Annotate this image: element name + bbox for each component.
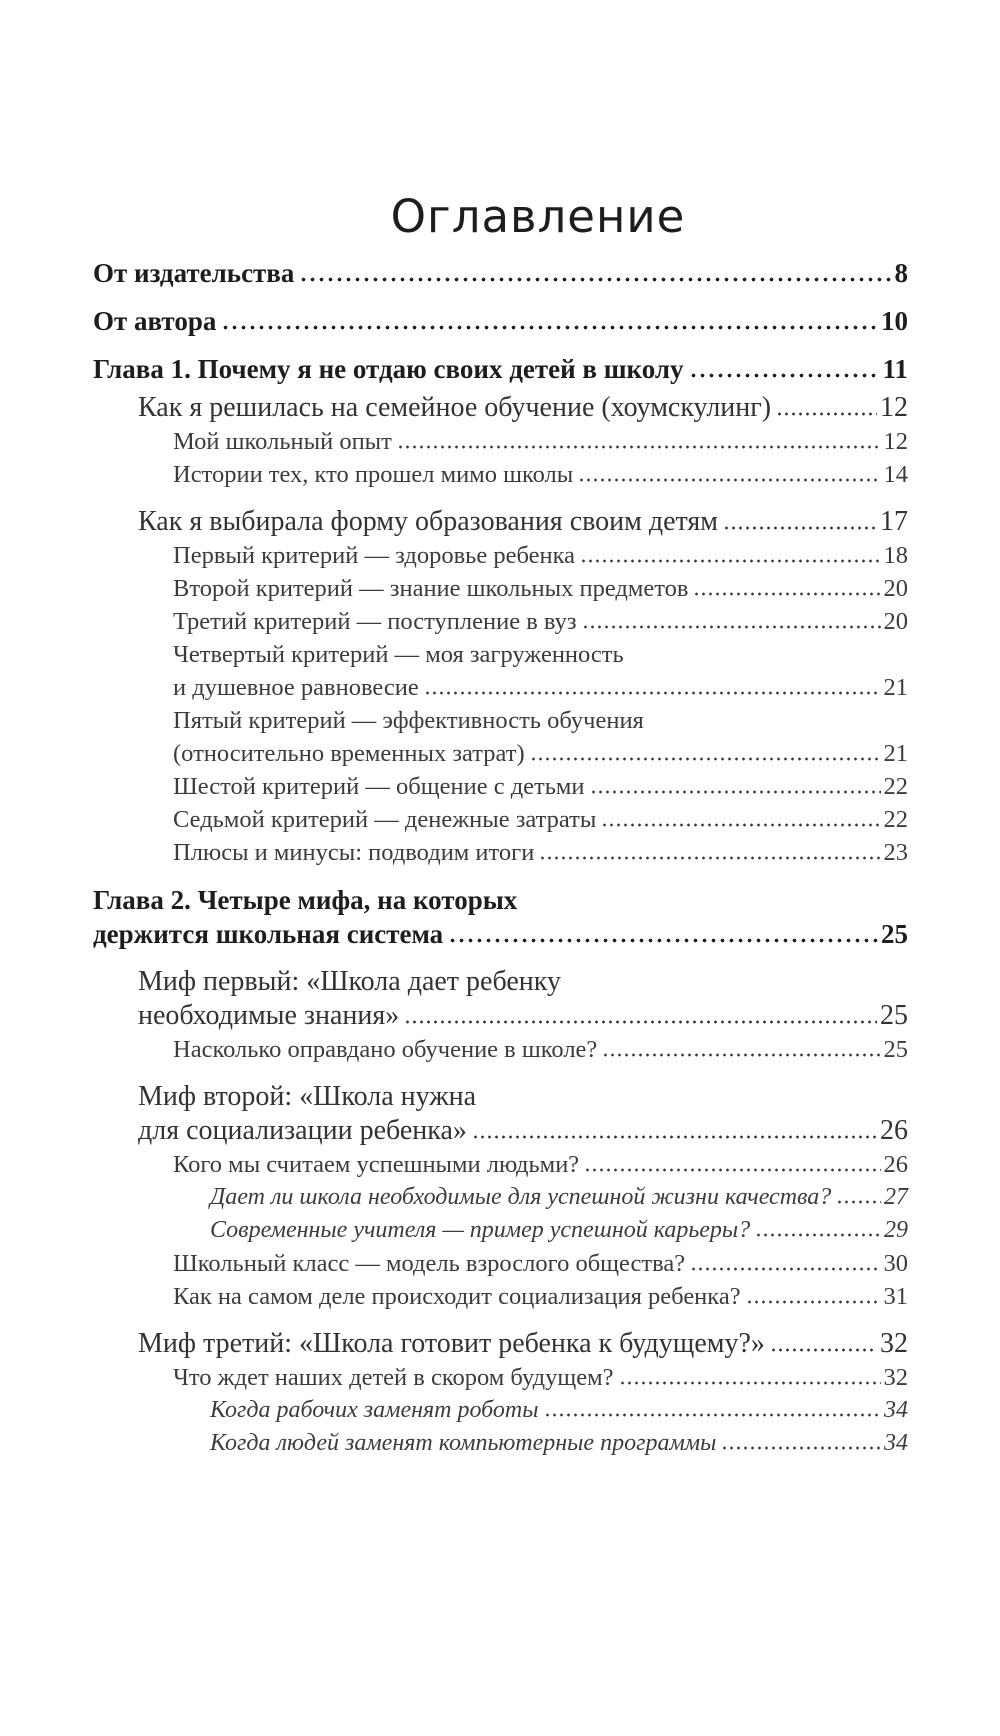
toc-list: [93, 256, 908, 1460]
toc-entry-text: Когда людей заменят компьютерные программы: [210, 1430, 717, 1456]
toc-leader-dots: [776, 412, 877, 416]
toc-leader-dots: [424, 691, 881, 695]
toc-row: [93, 1214, 908, 1247]
toc-page-number: 25: [881, 919, 908, 949]
toc-page-number: 32: [880, 1328, 908, 1359]
toc-row: [93, 1394, 908, 1427]
page-title: Оглавление: [390, 190, 686, 243]
toc-row: [93, 737, 908, 770]
toc-entry-text: Кого мы считаем успешными людьми?: [173, 1151, 580, 1178]
toc-page-number: 22: [883, 773, 908, 800]
toc-row: [93, 671, 908, 704]
toc-leader-dots: [299, 277, 891, 282]
toc-leader-dots: [836, 1200, 881, 1204]
toc-entry-text: для социализации ребенка»: [138, 1115, 467, 1146]
toc-page-number: 26: [883, 1151, 908, 1178]
toc-entry-text: Как я выбирала форму образования своим детям: [138, 506, 718, 537]
toc-entry-text: Миф третий: «Школа готовит ребенка к будущему?»: [138, 1328, 765, 1359]
toc-leader-dots: [690, 1267, 880, 1271]
toc-leader-dots: [539, 856, 880, 860]
toc-leader-dots: [582, 625, 881, 629]
toc-leader-dots: [770, 1348, 877, 1352]
toc-page-number: 11: [882, 354, 908, 384]
toc-page-number: 31: [883, 1283, 908, 1310]
toc-leader-dots: [530, 757, 881, 761]
toc-entry-text: Седьмой критерий — денежные затраты: [173, 806, 597, 833]
toc-leader-dots: [397, 445, 881, 449]
toc-row: [93, 1361, 908, 1394]
toc-leader-dots: [221, 325, 878, 330]
toc-row: [93, 458, 908, 491]
toc-row: [93, 883, 908, 917]
toc-leader-dots: [601, 823, 880, 827]
toc-row: [93, 1327, 908, 1361]
toc-leader-dots: [755, 1233, 881, 1237]
toc-row: [93, 256, 908, 290]
toc-entry-text: Дает ли школа необходимые для успешной жизни качества?: [210, 1184, 832, 1210]
toc-page-number: 20: [883, 575, 908, 602]
toc-leader-dots: [584, 1168, 880, 1172]
toc-row: [93, 391, 908, 425]
toc-page-number: 14: [883, 461, 908, 488]
toc-leader-dots: [619, 1381, 881, 1385]
toc-leader-dots: [448, 938, 878, 943]
toc-row: [93, 425, 908, 458]
toc-entry-text: Второй критерий — знание школьных предметов: [173, 575, 689, 602]
toc-page-number: 10: [881, 306, 908, 336]
toc-entry-text: Когда рабочих заменят роботы: [210, 1397, 539, 1423]
toc-entry-text: необходимые знания»: [138, 1000, 400, 1031]
toc-page-number: 12: [880, 392, 908, 423]
toc-entry-text: Шестой критерий — общение с детьми: [173, 773, 585, 800]
toc-entry-text: (относительно временных затрат): [173, 740, 525, 767]
toc-entry-text: Миф второй: «Школа нужна: [138, 1081, 477, 1112]
toc-leader-dots: [404, 1020, 877, 1024]
toc-page-number: 21: [883, 740, 908, 767]
toc-page-number: 34: [884, 1397, 908, 1423]
toc-entry-text: Школьный класс — модель взрослого общества?: [173, 1250, 686, 1277]
toc-entry-text: Мой школьный опыт: [173, 428, 392, 455]
toc-row: [93, 1114, 908, 1148]
toc-row: [93, 836, 908, 869]
toc-row: [93, 1080, 908, 1114]
toc-entry-text: Истории тех, кто прошел мимо школы: [173, 461, 574, 488]
toc-row: [93, 539, 908, 572]
toc-entry-text: От издательства: [93, 258, 295, 288]
toc-leader-dots: [590, 790, 881, 794]
toc-entry-text: Как я решилась на семейное обучение (хоумскулинг): [138, 392, 772, 423]
toc-entry-text: От автора: [93, 306, 217, 336]
toc-row: [93, 704, 908, 737]
toc-entry-text: Пятый критерий — эффективность обучения: [173, 707, 644, 734]
toc-entry-text: Глава 2. Четыре мифа, на которых: [93, 885, 518, 915]
toc-page-number: 25: [880, 1000, 908, 1031]
toc-row: [93, 572, 908, 605]
toc-page-number: 8: [894, 258, 908, 288]
toc-row: [93, 1427, 908, 1460]
toc-leader-dots: [602, 1053, 880, 1057]
toc-leader-dots: [544, 1413, 881, 1417]
toc-entry-text: Четвертый критерий — моя загруженность: [173, 641, 624, 668]
toc-entry-text: и душевное равновесие: [173, 674, 419, 701]
toc-page-number: 26: [880, 1115, 908, 1146]
toc-row: [93, 638, 908, 671]
toc-row: [93, 304, 908, 338]
toc-entry-text: Миф первый: «Школа дает ребенку: [138, 966, 561, 997]
toc-entry-text: держится школьная система: [93, 919, 444, 949]
toc-entry-text: Первый критерий — здоровье ребенка: [173, 542, 576, 569]
toc-leader-dots: [723, 526, 877, 530]
toc-row: [93, 1033, 908, 1066]
toc-page-number: 30: [883, 1250, 908, 1277]
toc-entry-text: Третий критерий — поступление в вуз: [173, 608, 577, 635]
toc-entry-text: Плюсы и минусы: подводим итоги: [173, 839, 535, 866]
toc-row: [93, 352, 908, 386]
toc-leader-dots: [689, 373, 880, 378]
toc-row: [93, 505, 908, 539]
toc-leader-dots: [746, 1300, 881, 1304]
toc-leader-dots: [578, 478, 880, 482]
toc-page-number: 22: [883, 806, 908, 833]
toc-row: [93, 1181, 908, 1214]
toc-page-number: 25: [883, 1036, 908, 1063]
toc-row: [93, 999, 908, 1033]
toc-row: [93, 1280, 908, 1313]
toc-leader-dots: [721, 1446, 881, 1450]
toc-row: [93, 605, 908, 638]
toc-page-number: 23: [883, 839, 908, 866]
toc-page-number: 17: [880, 506, 908, 537]
toc-page-number: 18: [883, 542, 908, 569]
toc-row: [93, 803, 908, 836]
toc-row: [93, 1247, 908, 1280]
toc-page-number: 29: [884, 1217, 908, 1243]
toc-row: [93, 965, 908, 999]
toc-entry-text: Глава 1. Почему я не отдаю своих детей в школу: [93, 354, 684, 384]
toc-page-number: 27: [884, 1184, 908, 1210]
toc-page-number: 32: [883, 1364, 908, 1391]
toc-page-number: 12: [883, 428, 908, 455]
toc-page-number: 20: [883, 608, 908, 635]
toc-entry-text: Как на самом деле происходит социализация ребенка?: [173, 1283, 741, 1310]
toc-page-number: 21: [883, 674, 908, 701]
toc-row: [93, 770, 908, 803]
toc-entry-text: Современные учителя — пример успешной карьеры?: [210, 1217, 751, 1243]
toc-row: [93, 1148, 908, 1181]
toc-leader-dots: [693, 592, 880, 596]
toc-entry-text: Насколько оправдано обучение в школе?: [173, 1036, 598, 1063]
toc-leader-dots: [472, 1135, 877, 1139]
toc-entry-text: Что ждет наших детей в скором будущем?: [173, 1364, 614, 1391]
toc-leader-dots: [580, 559, 880, 563]
toc-page-number: 34: [884, 1430, 908, 1456]
toc-row: [93, 917, 908, 951]
